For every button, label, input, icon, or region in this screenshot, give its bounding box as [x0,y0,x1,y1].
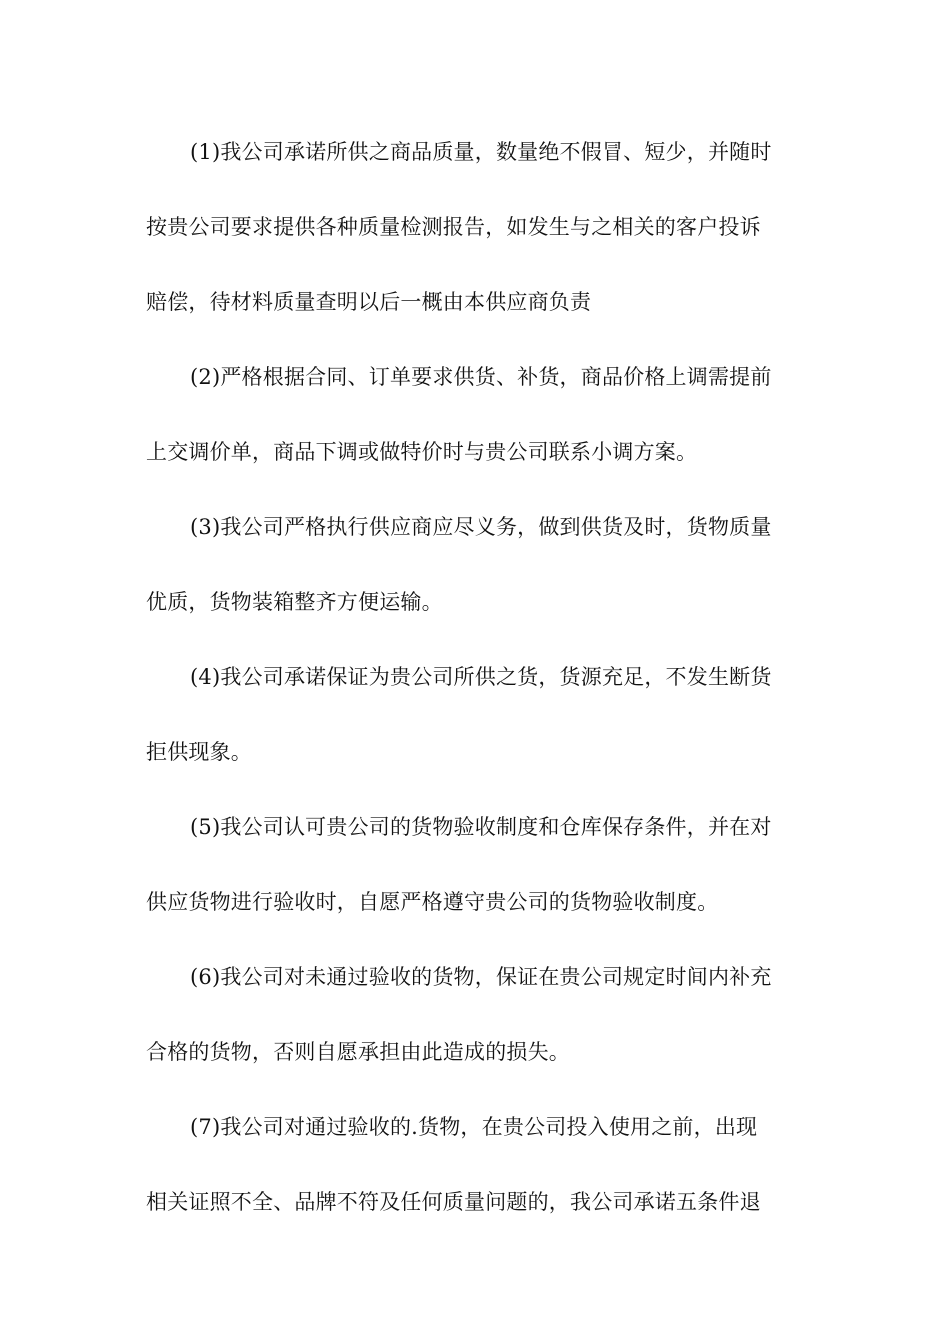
paragraph-line: (3)我公司严格执行供应商应尽义务，做到供货及时，货物质量 [190,515,772,539]
paragraph-line: (6)我公司对未通过验收的货物，保证在贵公司规定时间内补充 [190,965,772,989]
paragraph-line: 相关证照不全、品牌不符及任何质量问题的，我公司承诺五条件退 [146,1190,761,1214]
paragraph-line: (2)严格根据合同、订单要求供货、补货，商品价格上调需提前 [190,365,772,389]
paragraph-line: 供应货物进行验收时，自愿严格遵守贵公司的货物验收制度。 [146,890,719,914]
paragraph-line: 上交调价单，商品下调或做特价时与贵公司联系小调方案。 [146,440,698,464]
paragraph-line: 赔偿，待材料质量查明以后一概由本供应商负责 [146,290,592,314]
paragraph-line: 拒供现象。 [146,740,252,764]
paragraph-line: 合格的货物，否则自愿承担由此造成的损失。 [146,1040,570,1064]
paragraph-line: (4)我公司承诺保证为贵公司所供之货，货源充足，不发生断货 [190,665,772,689]
paragraph-line: (7)我公司对通过验收的.货物，在贵公司投入使用之前，出现 [190,1115,758,1139]
paragraph-line: (1)我公司承诺所供之商品质量，数量绝不假冒、短少，并随时 [190,140,772,164]
paragraph-line: (5)我公司认可贵公司的货物验收制度和仓库保存条件，并在对 [190,815,772,839]
paragraph-line: 优质，货物装箱整齐方便运输。 [146,590,443,614]
paragraph-line: 按贵公司要求提供各种质量检测报告，如发生与之相关的客户投诉 [146,215,761,239]
